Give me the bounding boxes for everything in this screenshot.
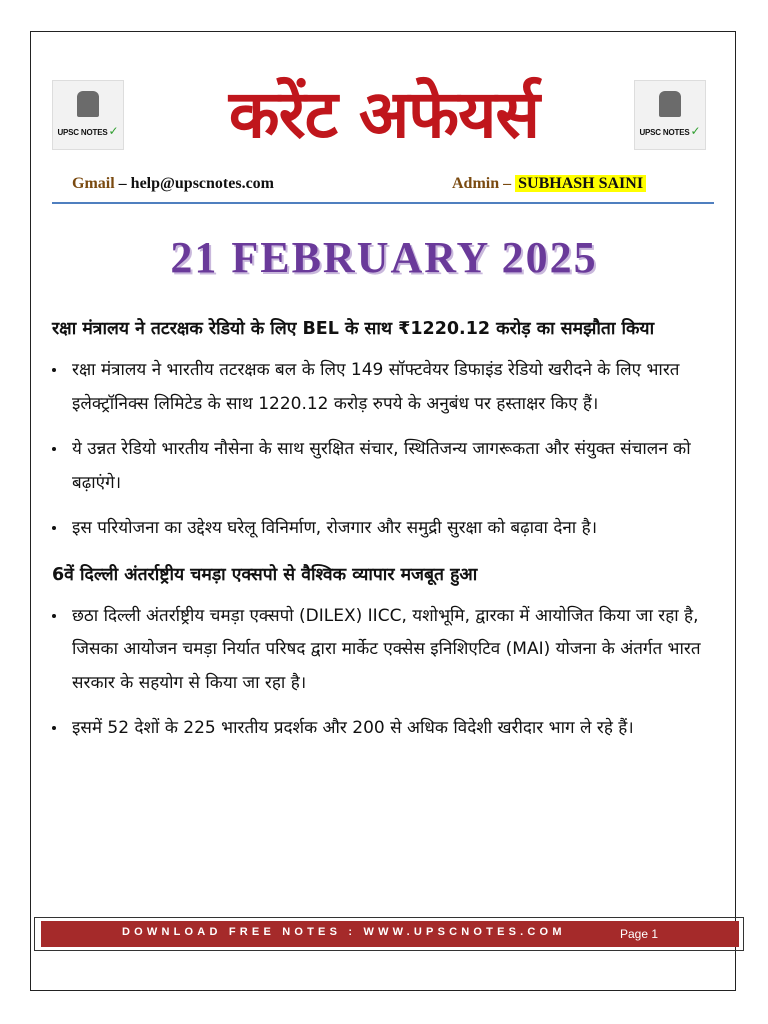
admin-line <box>452 172 646 196</box>
article-heading: रक्षा मंत्रालय ने तटरक्षक रेडियो के लिए BEL के साथ ₹1220.12 करोड़ का समझौता किया <box>52 319 655 339</box>
bullet-point <box>52 512 712 546</box>
emblem-icon <box>659 91 681 117</box>
article-content <box>52 312 712 758</box>
bullet-icon <box>52 526 56 530</box>
date-heading: 21 FEBRUARY 2025 <box>170 233 598 282</box>
bullet-icon <box>52 726 56 730</box>
upsc-notes-logo-right <box>634 80 706 150</box>
article-heading: 6वें दिल्ली अंतर्राष्ट्रीय चमड़ा एक्सपो से वैश्विक व्यापार मजबूत हुआ <box>52 564 478 585</box>
bullet-text: छठा दिल्ली अंतर्राष्ट्रीय चमड़ा एक्सपो (DILEX) IICC, यशोभूमि, द्वारका में आयोजित किया जा रहा है, जिसका आयोजन चमड़ा निर्यात परिषद द्वारा मार्केट एक्सेस इनिशिएटिव (MAI) योजना के अंतर्गत भारत सरकार के सहयोग से किया जा रहा है। <box>72 605 701 693</box>
upsc-notes-logo-left <box>52 80 124 150</box>
bullet-text: इस परियोजना का उद्देश्य घरेलू विनिर्माण, रोजगार और समुद्री सुरक्षा को बढ़ावा देना है। <box>72 518 598 538</box>
logo-text: UPSC NOTES <box>639 128 690 137</box>
checkmark-icon: ✓ <box>690 124 701 138</box>
gmail-line <box>72 172 274 196</box>
bullet-text: इसमें 52 देशों के 225 भारतीय प्रदर्शक और 200 से अधिक विदेशी खरीदार भाग ले रहे हैं। <box>72 718 634 738</box>
bullet-point <box>52 600 712 701</box>
bullet-text: रक्षा मंत्रालय ने भारतीय तटरक्षक बल के लिए 149 सॉफ्टवेयर डिफाइंड रेडियो खरीदने के लिए भारत इलेक्ट्रॉनिक्स लिमिटेड के साथ 1220.12 करोड़ रुपये के अनुबंध पर हस्ताक्षर किए हैं। <box>72 360 680 414</box>
gmail-address[interactable]: – help@upscnotes.com <box>118 175 275 192</box>
bullet-icon <box>52 447 56 451</box>
header-divider <box>52 202 714 204</box>
bullet-point <box>52 354 712 421</box>
admin-separator: – <box>503 175 512 192</box>
admin-name: SUBHASH SAINI <box>515 175 646 192</box>
footer <box>34 917 744 951</box>
bullet-point <box>52 712 712 746</box>
emblem-icon <box>77 91 99 117</box>
bullet-icon <box>52 368 56 372</box>
admin-label: Admin <box>452 175 500 192</box>
footer-download-link[interactable]: DOWNLOAD FREE NOTES : WWW.UPSCNOTES.COM <box>122 926 566 938</box>
bullet-icon <box>52 614 56 618</box>
checkmark-icon: ✓ <box>108 124 119 138</box>
gmail-label: Gmail <box>72 175 115 192</box>
bullet-text: ये उन्नत रेडियो भारतीय नौसेना के साथ सुरक्षित संचार, स्थितिजन्य जागरूकता और संयुक्त संचालन को बढ़ाएंगे। <box>72 439 691 493</box>
logo-text: UPSC NOTES <box>57 128 108 137</box>
page-number: Page 1 <box>620 927 659 941</box>
page-title: करेंट अफेयर्स <box>228 76 540 153</box>
bullet-point <box>52 433 712 500</box>
